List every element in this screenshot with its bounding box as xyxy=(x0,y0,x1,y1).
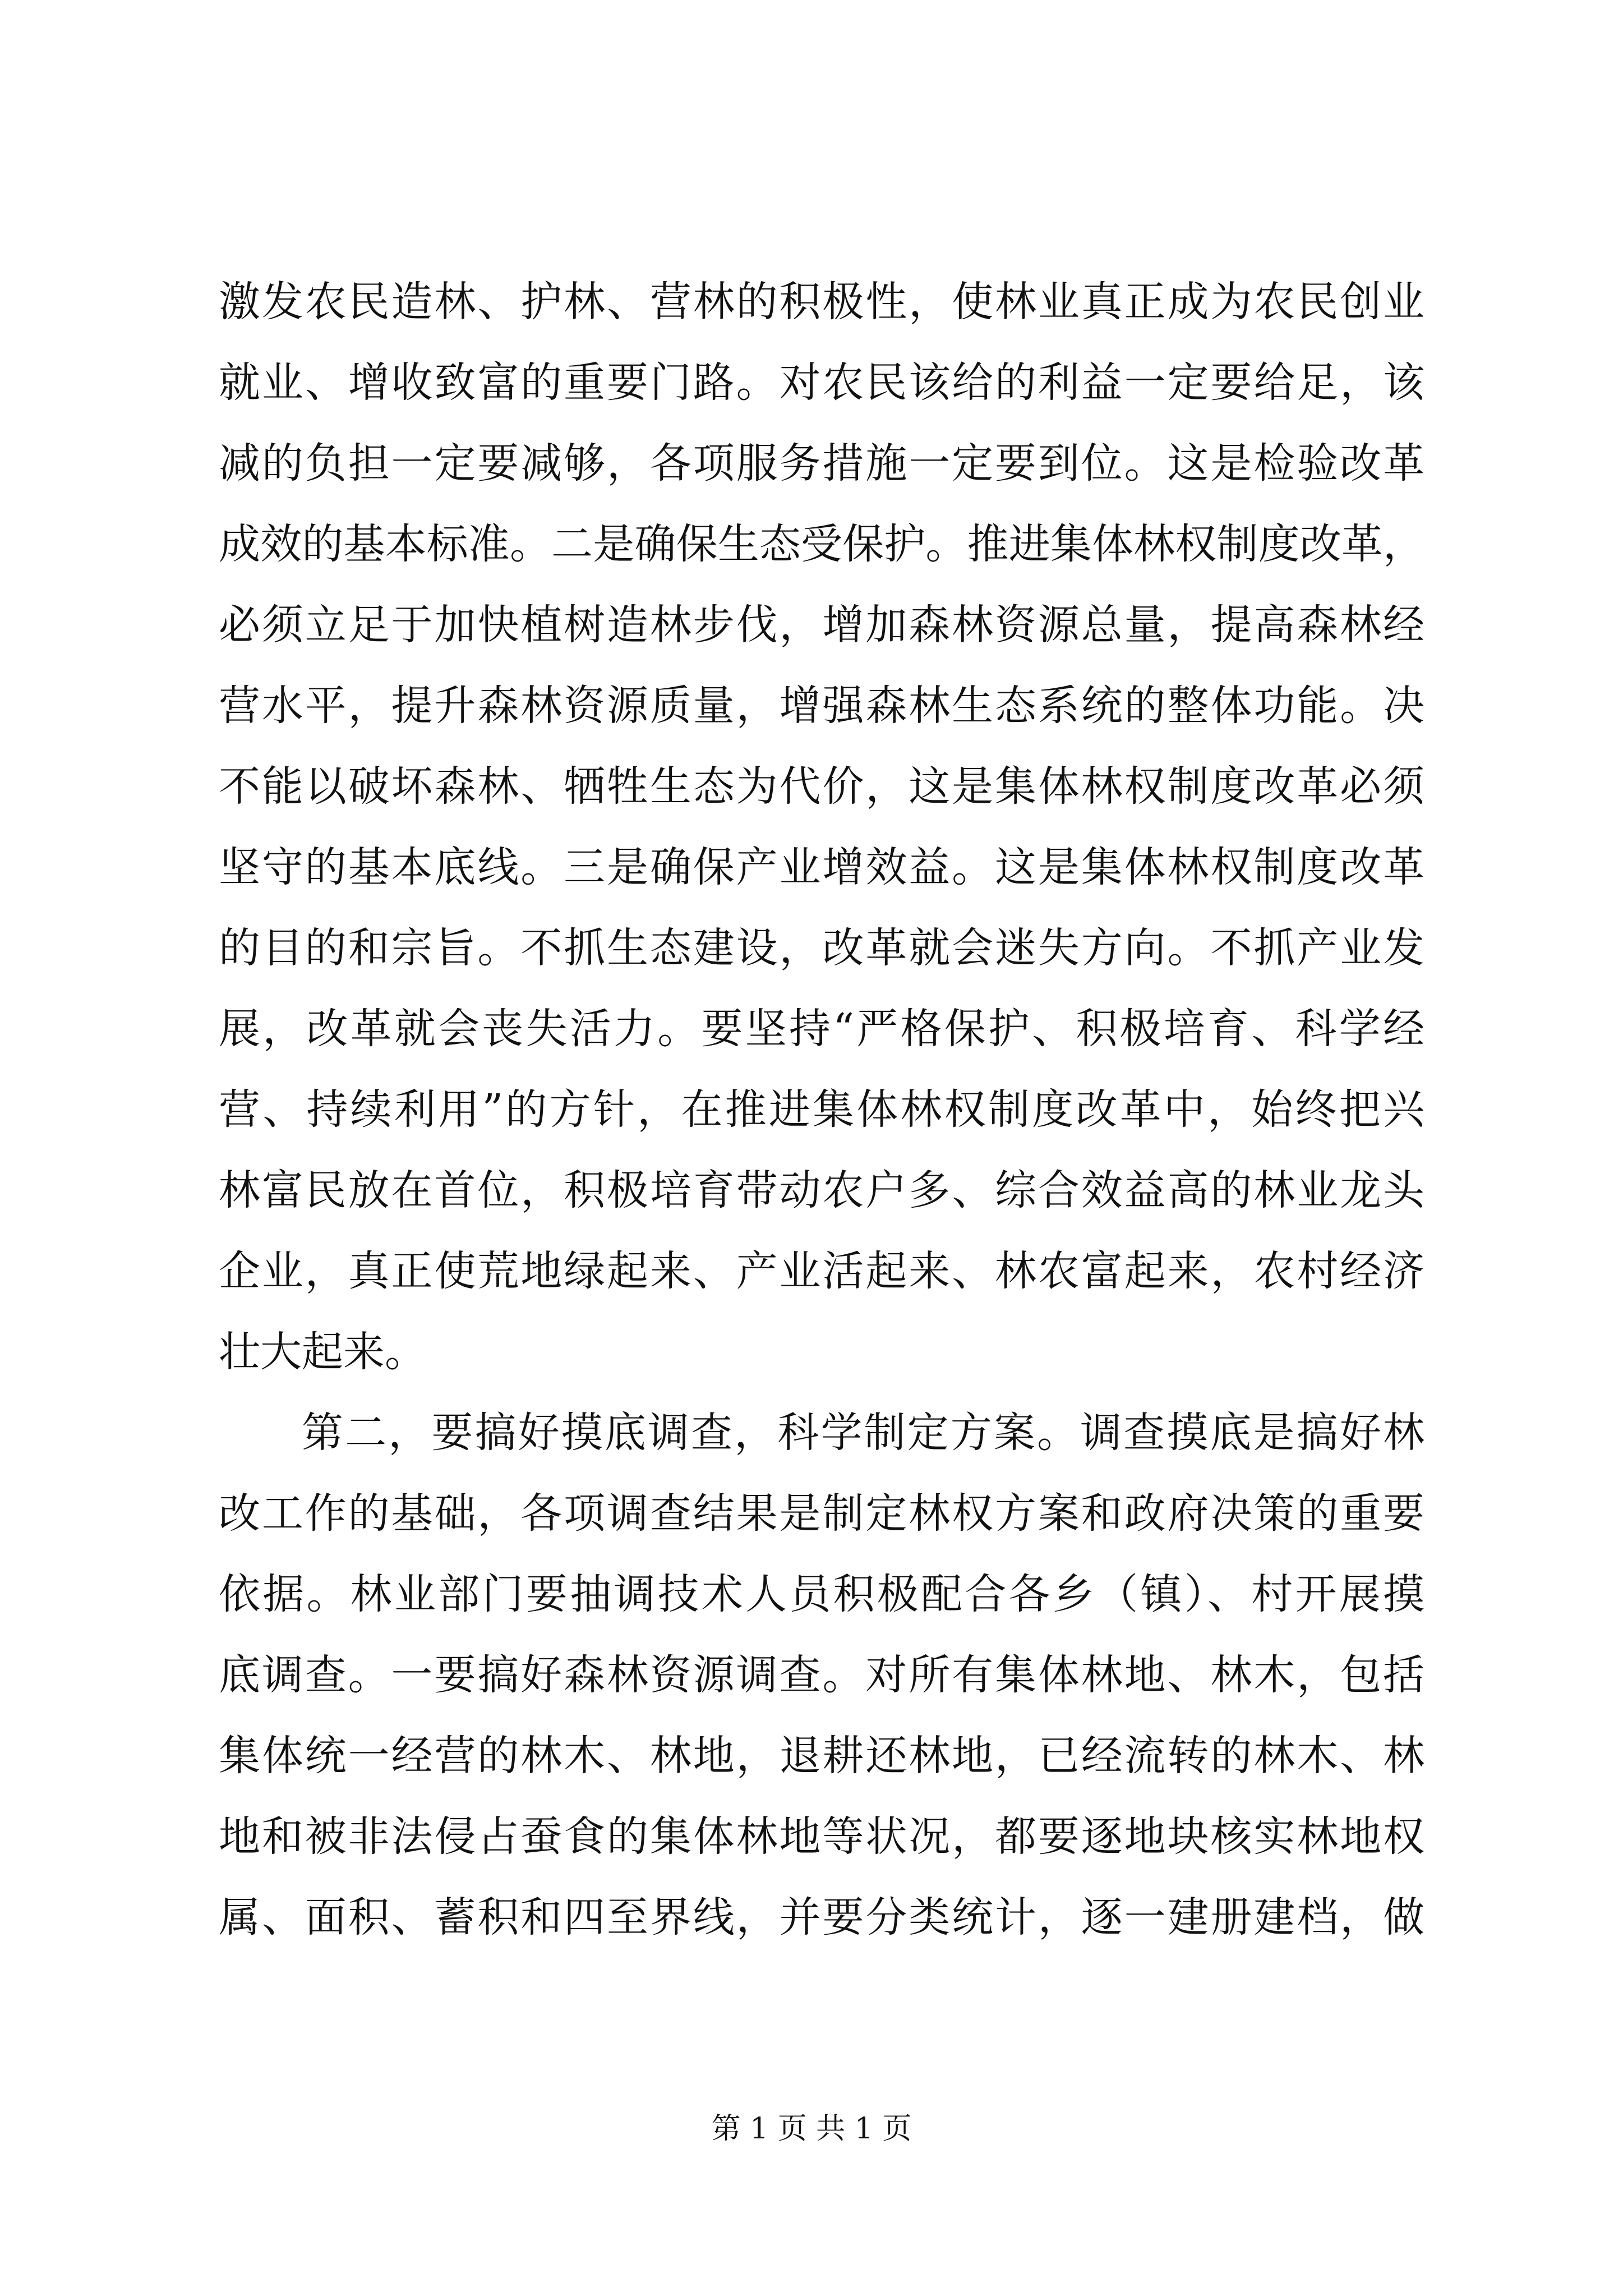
text-line: 营水平，提升森林资源质量，增强森林生态系统的整体功能。决 xyxy=(219,682,1424,730)
text-line: 改工作的基础，各项调查结果是制定林权方案和政府决策的重要 xyxy=(219,1489,1424,1538)
text-line: 必须立足于加快植树造林步伐，增加森林资源总量，提高森林经 xyxy=(219,601,1424,649)
text-line: 激发农民造林、护林、营林的积极性，使林业真正成为农民创业 xyxy=(219,278,1424,326)
body-text xyxy=(219,261,1424,1958)
text-line: 依据。林业部门要抽调技术人员积极配合各乡（镇）、村开展摸 xyxy=(219,1570,1424,1618)
text-line: 集体统一经营的林木、林地，退耕还林地，已经流转的林木、林 xyxy=(219,1732,1424,1780)
text-line: 营、持续利用”的方针，在推进集体林权制度改革中，始终把兴 xyxy=(219,1085,1424,1134)
text-line: 壮大起来。 xyxy=(219,1328,426,1376)
text-line: 成效的基本标准。二是确保生态受保护。推进集体林权制度改革， xyxy=(219,520,1424,568)
text-line: 底调查。一要搞好森林资源调查。对所有集体林地、林木，包括 xyxy=(219,1651,1424,1699)
text-line: 林富民放在首位，积极培育带动农户多、综合效益高的林业龙头 xyxy=(219,1166,1424,1214)
text-line: 属、面积、蓄积和四至界线，并要分类统计，逐一建册建档，做 xyxy=(219,1893,1424,1941)
text-line: 的目的和宗旨。不抓生态建设，改革就会迷失方向。不抓产业发 xyxy=(219,924,1424,972)
page-footer: 第 1 页 共 1 页 xyxy=(711,2112,912,2146)
text-line: 地和被非法侵占蚕食的集体林地等状况，都要逐地块核实林地权 xyxy=(219,1812,1424,1861)
text-line: 不能以破坏森林、牺牲生态为代价，这是集体林权制度改革必须 xyxy=(219,762,1424,811)
text-line: 展，改革就会丧失活力。要坚持“严格保护、积极培育、科学经 xyxy=(219,1005,1424,1053)
text-line: 就业、增收致富的重要门路。对农民该给的利益一定要给足，该 xyxy=(219,358,1424,407)
text-line: 坚守的基本底线。三是确保产业增效益。这是集体林权制度改革 xyxy=(219,843,1424,891)
paragraph-first-line: 第二，要搞好摸底调查，科学制定方案。调查摸底是搞好林 xyxy=(302,1409,1424,1457)
text-line: 企业，真正使荒地绿起来、产业活起来、林农富起来，农村经济 xyxy=(219,1247,1424,1295)
text-line: 减的负担一定要减够，各项服务措施一定要到位。这是检验改革 xyxy=(219,439,1424,487)
